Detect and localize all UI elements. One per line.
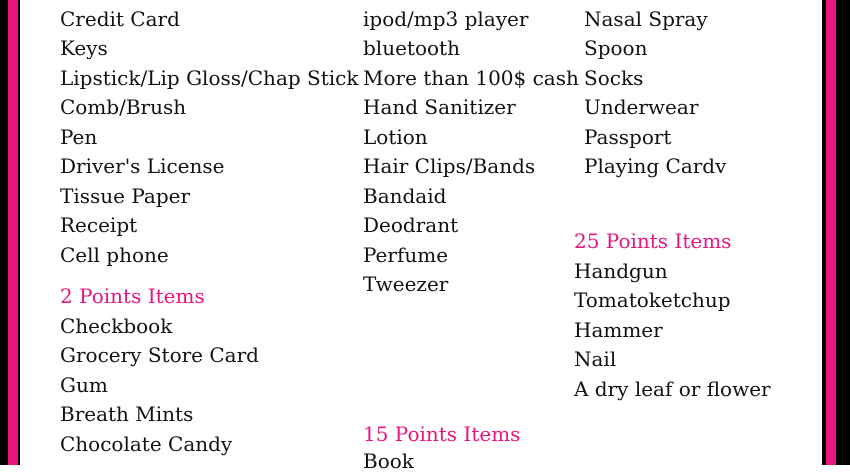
list-item: Receipt	[60, 213, 138, 237]
list-item: Cell phone	[60, 243, 169, 267]
list-item: Credit Card	[60, 7, 180, 31]
list-item: Comb/Brush	[60, 95, 187, 119]
list-item: Tweezer	[363, 272, 449, 296]
left-pink-stripe	[8, 0, 18, 465]
list-item: Tissue Paper	[60, 184, 191, 208]
list-item: Tomatoketchup	[574, 288, 731, 312]
list-item: Nail	[574, 347, 617, 371]
list-item: A dry leaf or flower	[574, 377, 771, 401]
list-item: Breath Mints	[60, 402, 194, 426]
list-item: Deodrant	[363, 213, 459, 237]
list-item: Driver's License	[60, 154, 225, 178]
list-item: Pen	[60, 125, 98, 149]
section-heading-2-points: 2 Points Items	[60, 284, 205, 308]
list-item: Socks	[584, 66, 644, 90]
list-item: Spoon	[584, 36, 648, 60]
list-item: Perfume	[363, 243, 449, 267]
list-item: ipod/mp3 player	[363, 7, 529, 31]
list-item: Chocolate Candy	[60, 432, 233, 456]
right-pink-stripe	[826, 0, 836, 465]
list-item: Hair Clips/Bands	[363, 154, 536, 178]
list-item: Checkbook	[60, 314, 173, 338]
list-item: Lotion	[363, 125, 428, 149]
list-item: bluetooth	[363, 36, 460, 60]
list-item: More than 100$ cash	[363, 66, 579, 90]
list-item: Nasal Spray	[584, 7, 708, 31]
list-item: Gum	[60, 373, 108, 397]
list-item: Underwear	[584, 95, 699, 119]
list-item: Hand Sanitizer	[363, 95, 516, 119]
list-item: Lipstick/Lip Gloss/Chap Stick	[60, 66, 359, 90]
section-heading-15-points: 15 Points Items	[363, 422, 521, 446]
list-item: Grocery Store Card	[60, 343, 259, 367]
list-item: Keys	[60, 36, 108, 60]
list-item: Playing Cardv	[584, 154, 727, 178]
right-border	[822, 0, 850, 465]
list-item: Hammer	[574, 318, 663, 342]
list-item: Handgun	[574, 259, 668, 283]
list-item: Book	[363, 449, 414, 473]
list-item: Bandaid	[363, 184, 447, 208]
section-heading-25-points: 25 Points Items	[574, 229, 732, 253]
left-border	[0, 0, 20, 465]
list-item: Passport	[584, 125, 672, 149]
